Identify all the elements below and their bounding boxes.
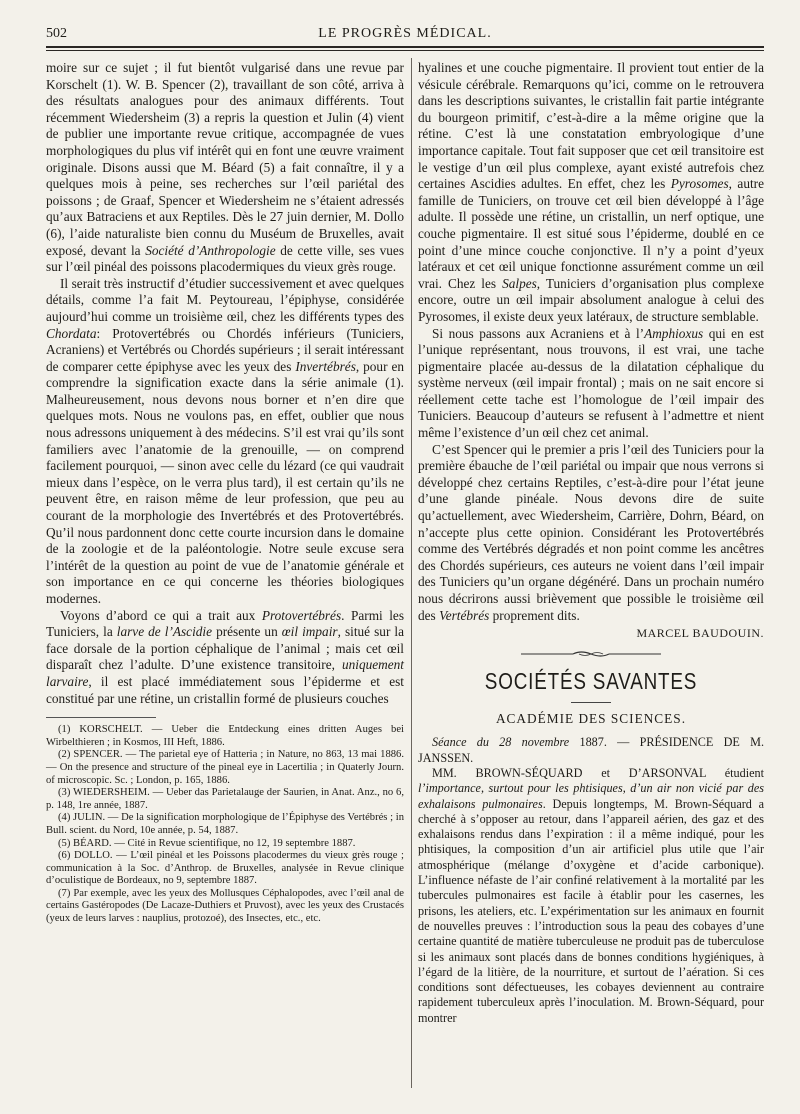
session-year: 1887. <box>579 735 607 750</box>
left-column <box>46 60 404 926</box>
italic-run: Chordata <box>46 325 97 341</box>
session-line <box>418 735 764 766</box>
text-run: moire sur ce sujet ; il fut bientôt vulgarisé dans une revue par Korschelt (1). W. B. Spencer (2), travaillant de son côté, arriva à des résultats analogues pour des animaux différents. Tout récemment Wiedersheim (3) a repris la question et Julin (4) vient de publier une importante revue critique, accompagnée de vues morphologiques du plus vif intérêt qui en font une œuvre vraiment originale. Disons aussi que M. Béard (5) a fait connaître, il y a quelques mois à peine, ses recherches sur l’œil pariétal des poissons ; de Graaf, Spencer et Wiedersheim ne s’étaient adressés qu’aux Batraciens et aux Reptiles. Dès le 27 juin dernier, M. Dollo (6), l’aide naturaliste bien connu du Muséum de Bruxelles, avait exposé, devant la <box>46 60 404 258</box>
text-run: hyalines et une couche pigmentaire. Il provient tout entier de la vésicule cérébrale. Remarquons qu’ici, comme on le retrouvera dans les descriptions suivantes, le cristallin fait partie intégrante du bourgeon primitif, c’est-à-dire a la même origine que la rétine. C’est là une constatation embryologique d’une importance capitale. Tout fait supposer que cet œil transitoire est le vestige d’un œil plus complexe, ayant existé autrefois chez certaines Ascidies adultes. En effet, chez les <box>418 60 764 192</box>
page-header <box>46 22 764 44</box>
section-title: SOCIÉTÉS SAVANTES <box>484 667 698 694</box>
text-run: de cette ville, ses vues sur l’œil pinéal des poissons placodermiques du vieux grès rouge. <box>46 242 405 275</box>
italic-run: œil impair <box>281 624 338 640</box>
header-rule-thin <box>46 50 764 51</box>
text-run: , autre famille de Tuniciers, on trouve cet œil bien développé à l’âge adulte. Il possède une rétine, un cristallin, un nerf optique, une couche pigmentaire. Il est situé sous l’épiderme, doublé en ce point d’une mince couche conjonctive. Il n’y a point d’yeux latéraux et cet œil unique fonctionne assurément comme un œil vrai. Chez les <box>418 176 764 291</box>
footnote: (2) SPENCER. — The parietal eye of Hatteria ; in Nature, no 863, 13 mai 1886. — On the presence and structure of the pineal eye in Lacertilia ; in Quaterly Journ. of microscopic. Sc. ; London, p. 165, 1886. <box>46 749 404 786</box>
italic-run: Protovertébrés <box>261 607 342 623</box>
running-title: LE PROGRÈS MÉDICAL. <box>318 26 492 41</box>
paragraph <box>418 60 764 326</box>
italic-run: uniquement larvaire <box>46 657 404 689</box>
footnote: (7) Par exemple, avec les yeux des Mollusques Céphalopodes, avec l’œil anal de certains Gastéropodes (De Lacaze-Duthiers et Pruvost), avec les yeux des Crustacés (yeux de leurs larves : nauplius, protozoé), des Insectes, etc., etc. <box>46 887 404 925</box>
italic-run: Vertébrés <box>439 607 490 623</box>
footnote: (5) BÉARD. — Cité in Revue scientifique, no 12, 19 septembre 1887. <box>58 837 356 849</box>
italic-run: Pyrosomes <box>670 176 729 192</box>
text-run: . Parmi les Tuniciers, la <box>46 607 405 640</box>
italic-run: Salpes <box>502 275 537 291</box>
text-run: présente un <box>216 624 278 640</box>
italic-run: Société d’Anthropologie <box>145 242 276 258</box>
author-signature: MARCEL BAUDOUIN. <box>636 626 764 641</box>
section-rule <box>571 702 611 703</box>
italic-run: larve de l’Ascidie <box>116 624 213 640</box>
text-run: : Protovertébrés ou Chordés inférieurs (Tuniciers, Acraniens) et Vertébrés ou Chordés supérieurs ; il serait intéressant de comparer cette épiphyse avec les yeux des <box>46 325 404 374</box>
text-run: qui en est l’unique représentant, nous trouvons, il est vrai, une tache pigmentaire placée au-dessus de la dilatation céphalique du système nerveux (œil impair frontal) ; mais on ne sait encore si réellement cette tache est l’homologue de l’œil impair des Tuniciers. Beaucoup d’auteurs se refusent à l’admettre et nient même l’existence d’un œil chez cet animal. <box>418 325 765 441</box>
footnote: (4) JULIN. — De la signification morphologique de l’Épiphyse des Vertébrés ; in Bull. scient. du Nord, 10e année, p. 54, 1887. <box>46 812 404 836</box>
text-run: C’est Spencer qui le premier a pris l’œil des Tuniciers pour la première ébauche de l’œil pariétal ou impair que nous verrons si développé chez certains Reptiles, c’est-à-dire pour l’état jeune d’une glande pinéale. Nous devons dire de suite qu’actuellement, avec Wiedersheim, Carrière, Dohrn, Béard, on n’accepte plus cette opinion. Considérant les Protovertébrés comme des Vertébrés dégradés et non point comme les ancêtres des Chordés supérieurs, ces auteurs ne voient dans l’œil impair des Tuniciers qu’un organe dégénéré. Dans un prochain numéro nous décrirons aussi brièvement que possible le troisième œil des <box>418 441 764 623</box>
column-divider <box>411 58 412 1088</box>
right-column <box>418 60 764 1026</box>
paragraph <box>418 766 764 1026</box>
paragraph <box>46 608 404 708</box>
text-run: Voyons d’abord ce qui a trait aux <box>60 607 256 623</box>
paragraph <box>46 60 404 276</box>
paragraph <box>418 442 764 625</box>
text-run: Il serait très instructif d’étudier successivement et avec quelques détails, comme l’a fait M. Peytoureau, l’épiphyse, considérée aujourd’hui comme un troisième œil, chez les différents types des <box>46 275 404 324</box>
text-run: , situé sur la face dorsale de la portion céphalique de l’animal ; mais cet œil disparaît chez l’adulte. D’une existence transitoire, <box>46 624 405 673</box>
paragraph <box>46 276 404 608</box>
page-number: 502 <box>46 26 67 41</box>
footnote-rule <box>46 717 156 718</box>
session-presidence: — PRÉSIDENCE DE M. JANSSEN. <box>418 735 764 765</box>
text-run: Si nous passons aux Acraniens et à l’ <box>432 325 645 341</box>
text-run: . Depuis longtemps, M. Brown-Séquard a cherché à s’opposer au retour, dans l’appareil aérien, des gaz et des exhalaisons rendus dans l’expiration : il a même indiqué, pour les phtisiques, la composition d’un air artificiel plus utile que l’air atmosphérique (mélange d’oxygène et d’acide carbonique). L’influence néfaste de l’air confiné relativement à la mortalité par les tubercules pulmonaires est facile à établir pour les casernes, les prisons, les ateliers, etc. L’expérimentation sur les animaux en fournit de nouvelles preuves : l’introduction sous la peau des cobayes d’une certaine quantité de matière tuberculeuse ne produit pas de tuberculose si les animaux sont placés dans de bonnes conditions hygiéniques, à l’égard de la litière, de la nourriture, et surtout de l’aération. Si ces conditions sont défectueuses, les cobayes deviennent au contraire rapidement tuberculeux après l’inoculation. M. Brown-Séquard, pour montrer <box>418 796 764 1025</box>
footnotes <box>46 724 404 926</box>
italic-run: l’importance, surtout pour les phtisiques, d’un air non vicié par des exhalaisons pulmonaires <box>418 781 764 811</box>
italic-run: Invertébrés <box>295 358 356 374</box>
paragraph <box>418 326 764 442</box>
text-run: MM. BROWN-SÉQUARD et D’ARSONVAL étudient <box>432 765 764 780</box>
session-date: Séance du 28 novembre <box>432 735 570 750</box>
text-run: , Tuniciers d’organisation plus complexe encore, outre un œil impair absolument analogue à celui des Pyrosomes, il existe deux yeux latéraux, de structure semblable. <box>418 275 764 324</box>
header-rule-thick <box>46 46 764 48</box>
ornament-divider <box>521 650 661 658</box>
italic-run: Amphioxus <box>644 325 704 341</box>
text-run: , il est placé immédiatement sous l’épiderme et est constitué par une rétine, un cristallin formé de plusieurs couches <box>46 673 404 706</box>
text-run: , pour en comprendre la signification exacte dans la série animale (1). Malheureusement, nous devons nous borner et n’en dire que quelques mots. Nous ne voulons pas, en effet, oublier que nous nous adressons uniquement à des médecins. S’il est vrai qu’ils sont familiers avec l’anatomie de la grenouille, — on comprend facilement pourquoi, — sinon avec celle du lézard (ce qui vaudrait mieux dans l’espèce, on le verra plus tard), il est certain qu’ils ne peuvent être, en raison même de leur profession, que peu au courant de la morphologie des Invertébrés et des Protovertébrés. Qu’il nous pardonnent donc cette courte incursion dans le domaine de la zoologie et de la paléontologie. Notre seule excuse sera l’intérêt de la question au point de vue de l’anatomie générale et son importance en ce qui concerne les théories biologiques modernes. <box>46 358 404 606</box>
footnote: (1) KORSCHELT. — Ueber die Entdeckung eines dritten Auges bei Wirbelthieren ; in Kosmos, III Heft, 1886. <box>46 724 404 748</box>
academy-heading: ACADÉMIE DES SCIENCES. <box>495 710 687 726</box>
text-run: proprement dits. <box>492 607 580 623</box>
footnote: (3) WIEDERSHEIM. — Ueber das Parietalauge der Saurien, in Anat. Anz., no 6, p. 148, 1re année, 1887. <box>46 787 404 811</box>
footnote: (6) DOLLO. — L’œil pinéal et les Poissons placodermes du vieux grès rouge ; communication à la Soc. d’Anthrop. de Bruxelles, analysée in Revue clinique d’oculistique de Bordeaux, no 9, septembre 1887. <box>46 850 404 887</box>
